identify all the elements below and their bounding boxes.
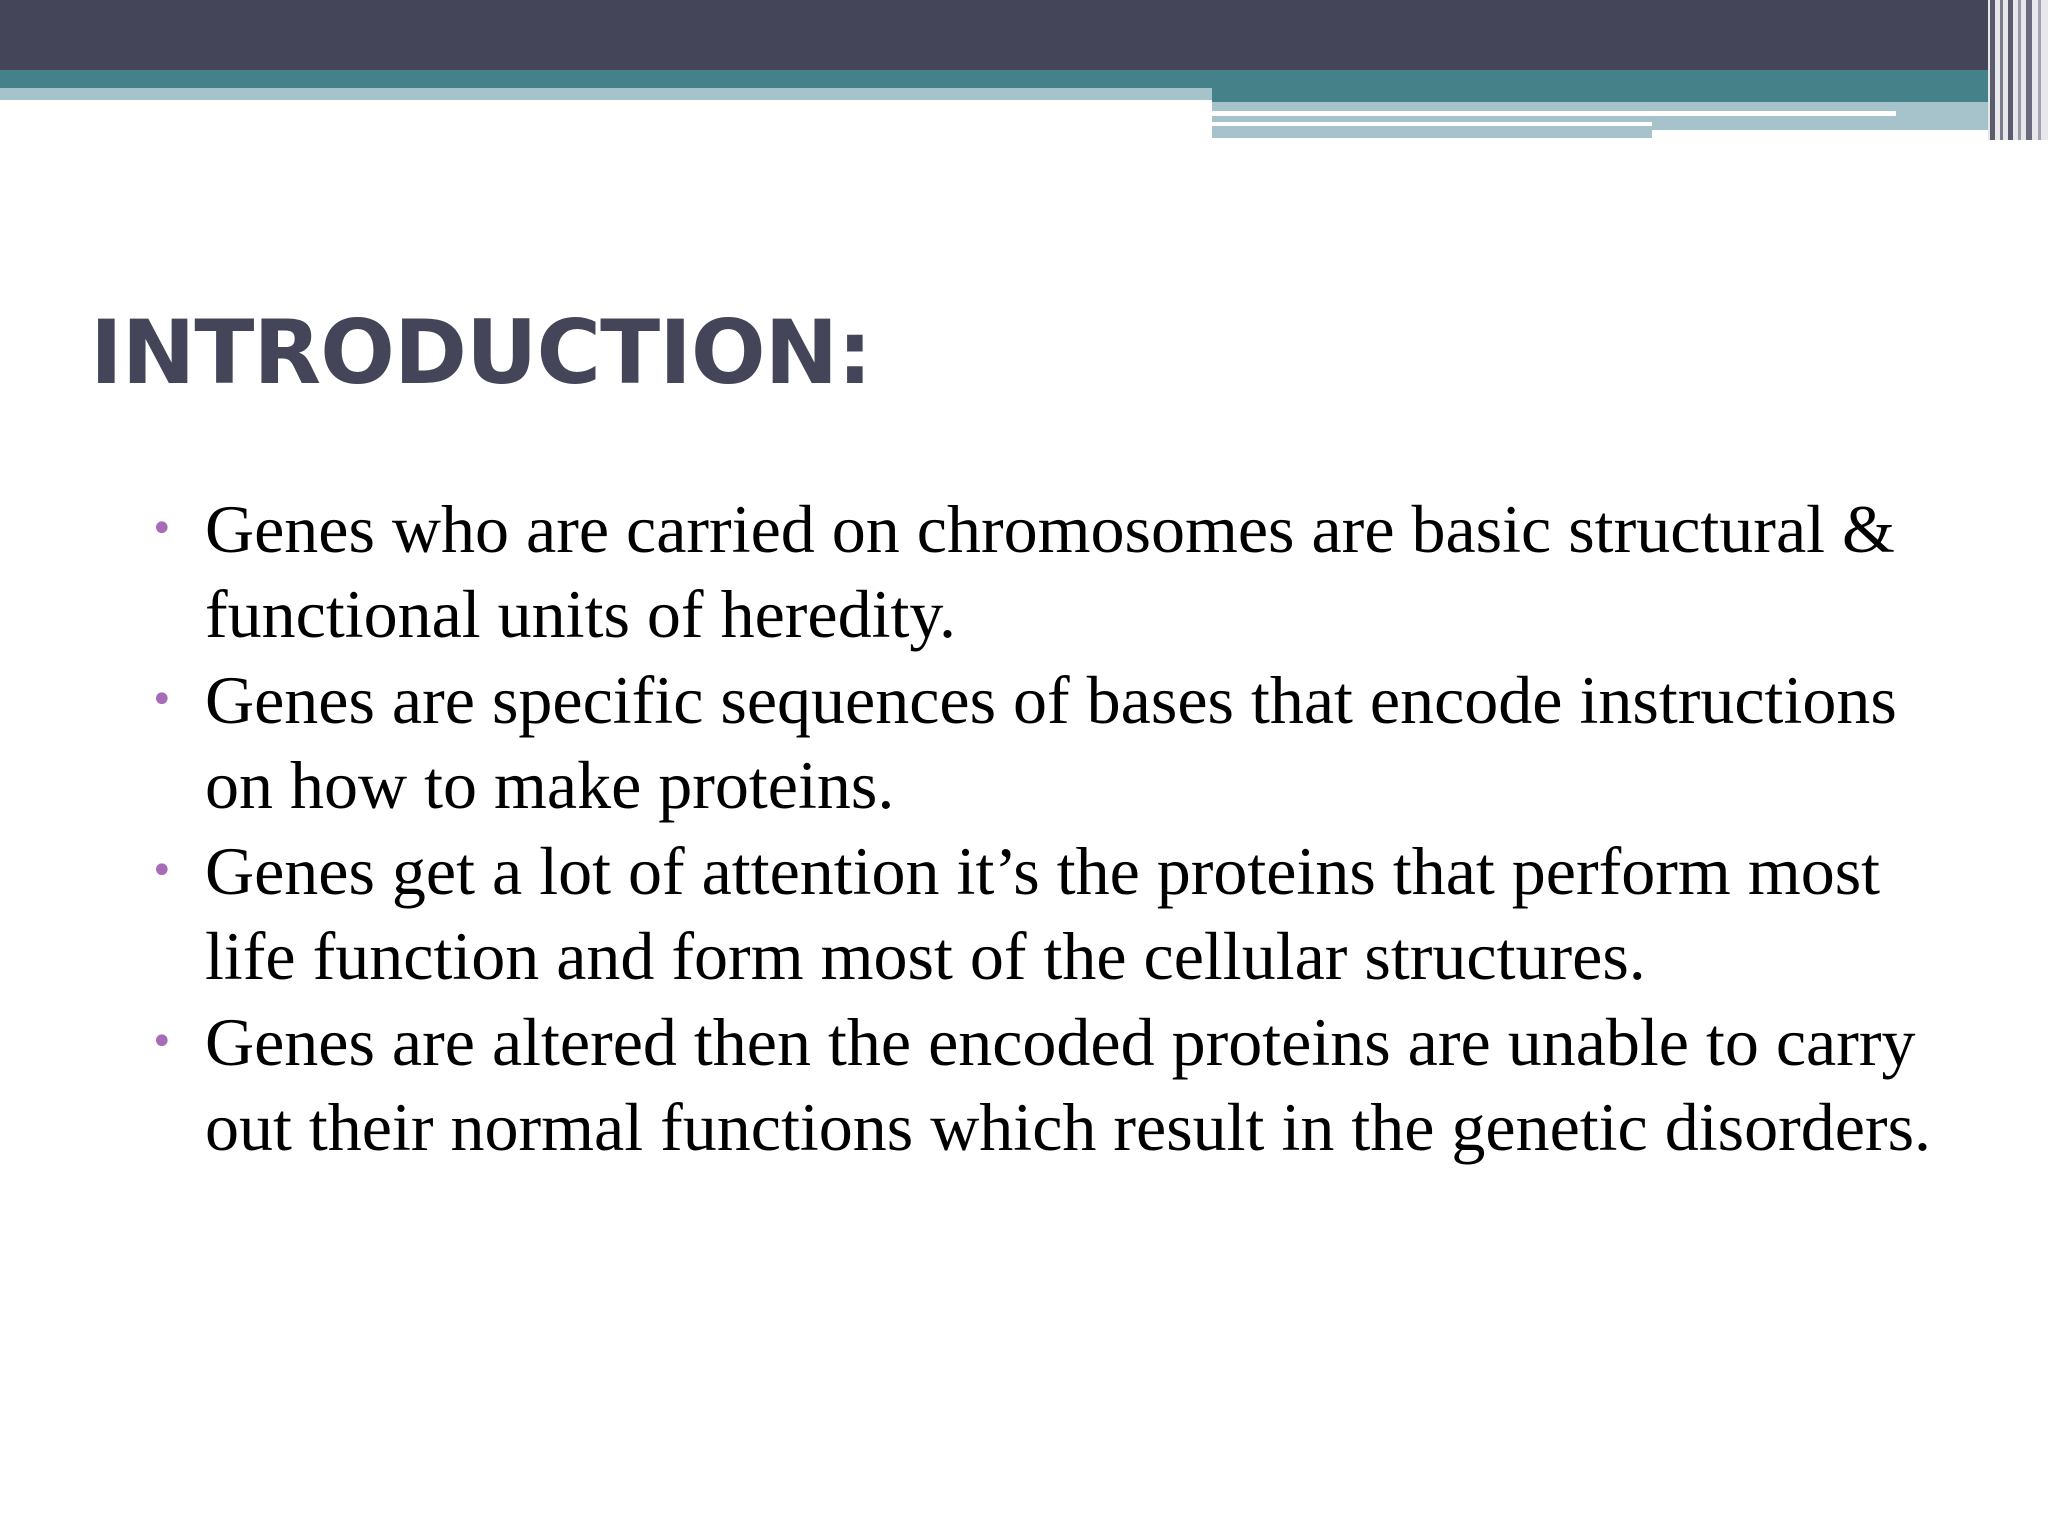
bullet-dot-icon: • xyxy=(150,1019,174,1065)
edge-stripe xyxy=(2008,0,2013,140)
header-white-line-short xyxy=(1212,122,1652,126)
edge-stripe xyxy=(2038,0,2041,140)
slide-title: INTRODUCTION: xyxy=(90,301,872,404)
header-dark-bar xyxy=(0,0,2048,70)
edge-stripe xyxy=(2026,0,2032,140)
bullet-item xyxy=(148,487,1948,657)
header-light-bar xyxy=(0,88,1212,100)
header-white-line xyxy=(1212,111,1896,116)
header-teal-bar xyxy=(0,70,1988,88)
bullet-text: Genes who are carried on chromosomes are basic structural & functional units of heredity. xyxy=(205,491,1895,652)
bullet-item xyxy=(148,829,1948,999)
header-white-gap xyxy=(1652,130,1988,138)
bullet-item xyxy=(148,1000,1948,1170)
bullet-dot-icon: • xyxy=(150,848,174,894)
edge-stripe xyxy=(2000,0,2003,140)
bullet-dot-icon: • xyxy=(150,677,174,723)
bullet-list xyxy=(148,487,1948,1171)
bullet-text: Genes are altered then the encoded proteins are unable to carry out their normal functions which result in the genetic disorders. xyxy=(205,1004,1932,1165)
edge-stripe xyxy=(1990,0,1995,140)
bullet-dot-icon: • xyxy=(150,506,174,552)
bullet-text: Genes get a lot of attention it’s the proteins that perform most life function and form most of the cellular structures. xyxy=(205,833,1881,994)
header-teal-block xyxy=(1212,88,1988,102)
edge-stripe xyxy=(2018,0,2021,140)
bullet-item xyxy=(148,658,1948,828)
bullet-text: Genes are specific sequences of bases that encode instructions on how to make proteins. xyxy=(205,662,1897,823)
